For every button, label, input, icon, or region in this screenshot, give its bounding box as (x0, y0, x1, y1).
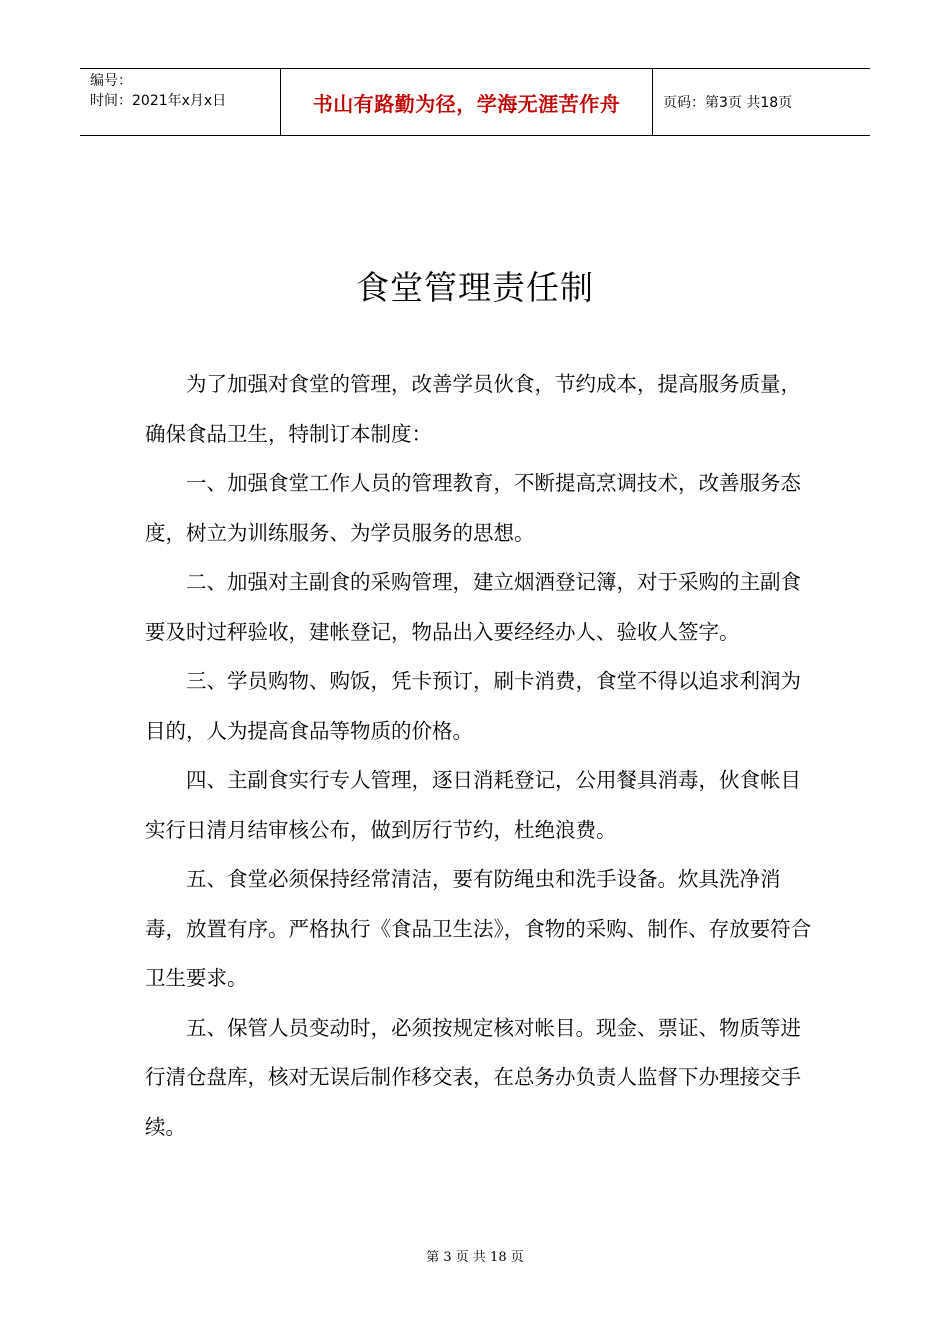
paragraph-intro: 为了加强对食堂的管理，改善学员伙食，节约成本，提高服务质量，确保食品卫生，特制订本制度： (145, 372, 801, 446)
page-header (80, 68, 870, 136)
header-motto: 书山有路勤为径，学海无涯苦作舟 (280, 69, 653, 135)
header-page-info: 页码：第3页 共18页 (663, 95, 793, 111)
header-meta (80, 69, 280, 135)
page-footer: 第 3 页 共 18 页 (426, 1250, 524, 1265)
paragraph-item-5: 五、食堂必须保持经常清洁，要有防绳虫和洗手设备。炊具洗净消毒，放置有序。严格执行《食品卫生法》，食物的采购、制作、存放要符合卫生要求。 (145, 867, 812, 990)
document-body (145, 360, 815, 1152)
paragraph-item-3: 三、学员购物、购饭，凭卡预订，刷卡消费，食堂不得以追求利润为目的，人为提高食品等物质的价格。 (145, 669, 801, 743)
paragraph-item-6: 五、保管人员变动时，必须按规定核对帐目。现金、票证、物质等进行清仓盘库，核对无误后制作移交表，在总务办负责人监督下办理接交手续。 (145, 1015, 801, 1139)
paragraph-item-4: 四、主副食实行专人管理，逐日消耗登记，公用餐具消毒，伙食帐目实行日清月结审核公布，做到厉行节约，杜绝浪费。 (145, 768, 801, 842)
document-title: 食堂管理责任制 (356, 268, 594, 307)
paragraph-item-2: 二、加强对主副食的采购管理，建立烟酒登记簿，对于采购的主副食要及时过秤验收，建帐登记，物品出入要经经办人、验收人签字。 (145, 570, 801, 644)
document-number-label: 编号： (90, 73, 132, 89)
paragraph-item-1: 一、加强食堂工作人员的管理教育，不断提高烹调技术，改善服务态度，树立为训练服务、为学员服务的思想。 (145, 471, 801, 545)
document-date-label: 时间：2021年x月x日 (90, 93, 227, 109)
